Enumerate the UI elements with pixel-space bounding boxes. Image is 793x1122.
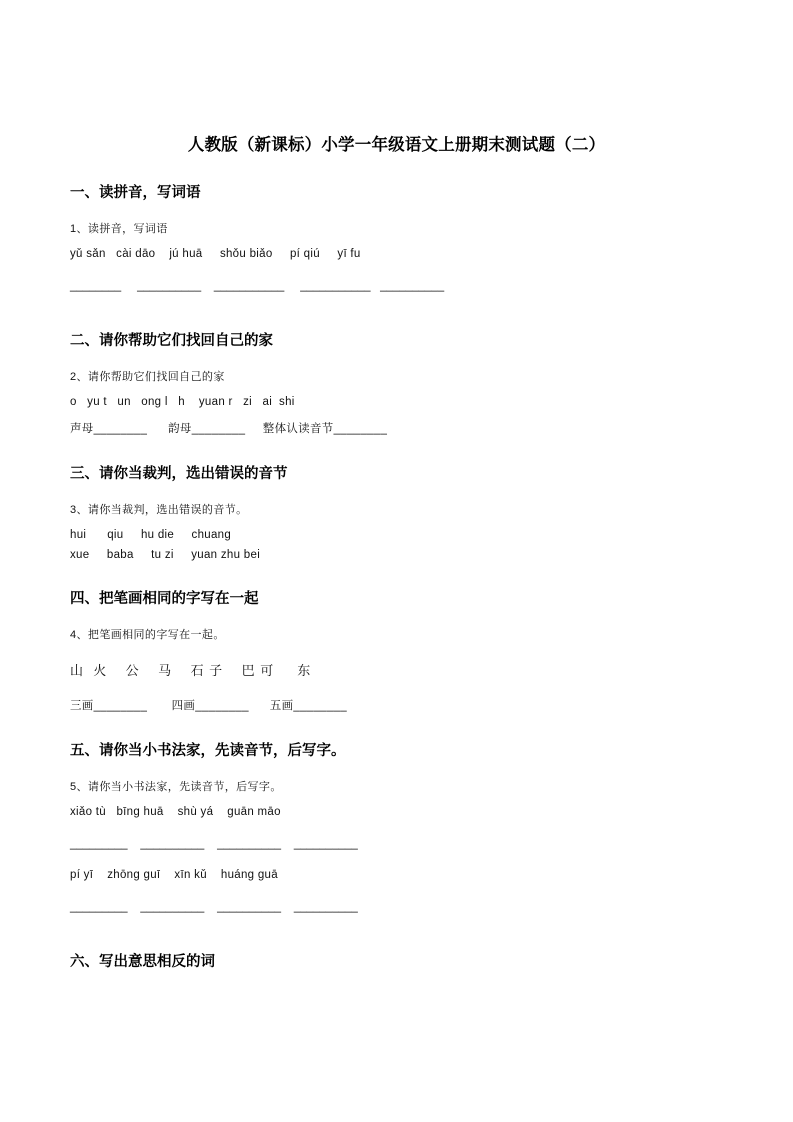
section-five [70, 739, 723, 913]
section-1-pinyin: yǔ sǎn cài dāo jú huā shǒu biǎo pí qiú yī fu [70, 248, 361, 260]
section-heading-2: 二、请你帮助它们找回自己的家 [70, 333, 273, 349]
section-4-character-bank: 山 火 公 马 石 子 巴 可 东 [70, 663, 312, 678]
section-two [70, 329, 723, 436]
section-one [70, 181, 723, 292]
section-5-pinyin-row-2: pí yī zhōng guī xīn kǔ huáng guā [70, 869, 278, 881]
page-title: 人教版（新课标）小学一年级语文上册期末测试题（二） [187, 136, 606, 154]
section-3-options-row-1[interactable]: hui qiu hu die chuang [70, 529, 232, 541]
section-four [70, 587, 723, 713]
section-heading-1: 一、读拼音，写词语 [70, 185, 201, 201]
section-heading-4: 四、把笔画相同的字写在一起 [70, 591, 259, 607]
section-2-answer-blanks[interactable]: 声母________ 韵母________ 整体认读音节________ [70, 423, 388, 435]
section-3-subtitle: 3、请你当裁判，选出错误的音节。 [70, 504, 248, 516]
section-2-subtitle: 2、请你帮助它们找回自己的家 [70, 371, 225, 383]
section-4-subtitle: 4、把笔画相同的字写在一起。 [70, 629, 225, 641]
section-heading-5: 五、请你当小书法家，先读音节，后写字。 [70, 743, 346, 759]
section-5-pinyin-row-1: xiǎo tù bīng huā shù yá guān māo [70, 806, 281, 818]
section-2-pinyin: o yu t un ong l h yuan r zi ai shi [70, 396, 295, 408]
section-heading-3: 三、请你当裁判，选出错误的音节 [70, 466, 288, 482]
section-5-answer-blanks-2[interactable]: _________ __________ __________ __________ [70, 900, 358, 913]
section-1-subtitle: 1、读拼音，写词语 [70, 223, 168, 235]
section-4-answer-blanks[interactable]: 三画________ 四画________ 五画________ [70, 700, 347, 712]
section-1-answer-blanks[interactable]: ________ __________ ___________ ___________ __________ [70, 279, 445, 292]
section-heading-6: 六、写出意思相反的词 [70, 954, 215, 970]
section-six [70, 950, 723, 971]
section-3-options-row-2[interactable]: xue baba tu zi yuan zhu bei [70, 549, 261, 561]
section-5-answer-blanks-1[interactable]: _________ __________ __________ __________ [70, 837, 358, 850]
section-5-subtitle: 5、请你当小书法家，先读音节，后写字。 [70, 781, 282, 793]
section-three [70, 462, 723, 561]
